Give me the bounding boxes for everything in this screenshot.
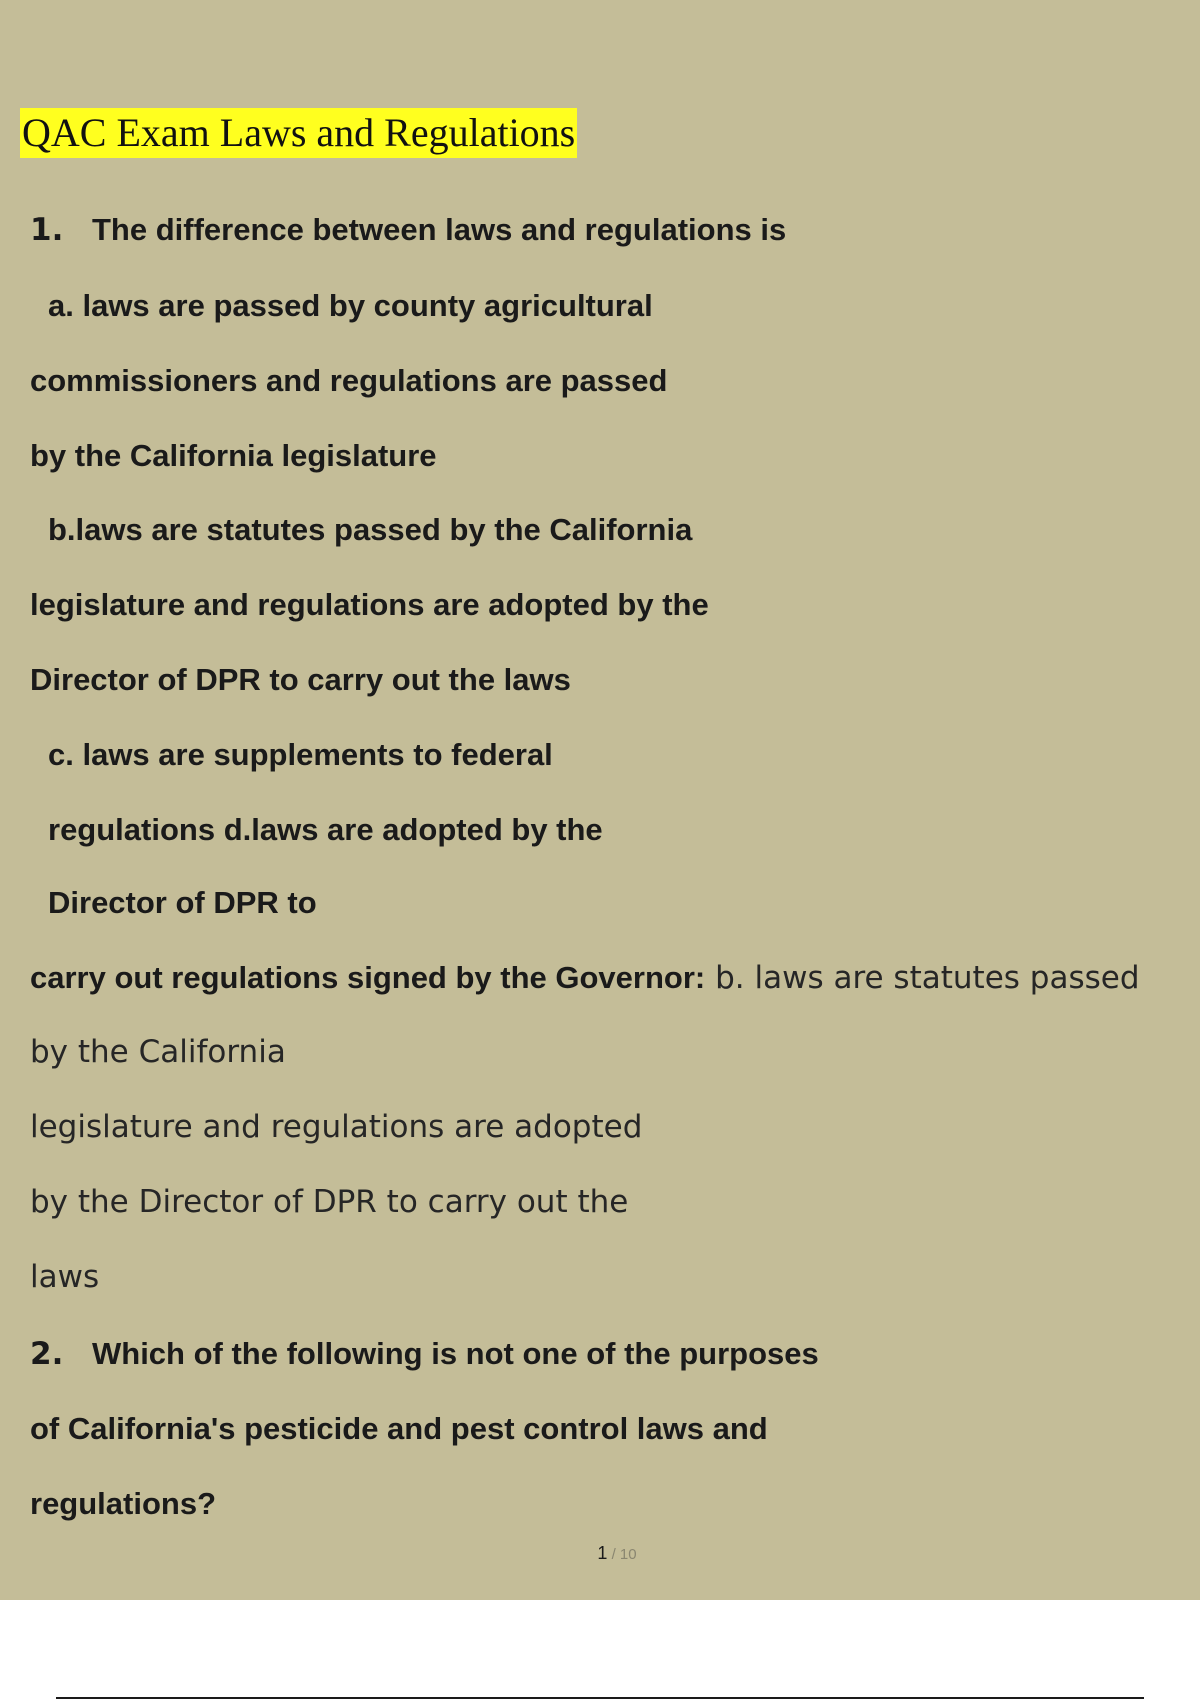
question-2: [30, 1338, 819, 1370]
question-text: The difference between laws and regulations is: [92, 212, 787, 247]
option-d-line-2: Director of DPR to: [48, 885, 317, 920]
document-title: QAC Exam Laws and Regulations: [20, 108, 577, 158]
question-1: [30, 214, 786, 246]
option-b-line-1: b.laws are statutes passed by the California: [48, 512, 693, 547]
page-total: / 10: [607, 1546, 637, 1563]
question-2-line-2: of California's pesticide and pest control laws and: [30, 1411, 768, 1446]
option-b-line-2: legislature and regulations are adopted by the: [30, 587, 709, 622]
question-number: 2.: [30, 1336, 64, 1372]
question-number: 1.: [30, 212, 64, 248]
option-c-line-2: regulations d.laws are adopted by the: [48, 812, 603, 847]
answer-text: b. laws are statutes passed: [705, 960, 1140, 996]
option-b-line-3: Director of DPR to carry out the laws: [30, 662, 571, 697]
next-page-divider: [56, 1697, 1144, 1699]
answer-line: [30, 962, 1140, 994]
question-2-line-3: regulations?: [30, 1486, 217, 1521]
answer-line-3: legislature and regulations are adopted: [30, 1109, 643, 1145]
page-current: 1: [597, 1543, 608, 1563]
option-a-line-3: by the California legislature: [30, 438, 437, 473]
option-d-line-3: carry out regulations signed by the Governor:: [30, 960, 706, 995]
answer-line-5: laws: [30, 1259, 100, 1295]
answer-line-2: by the California: [30, 1034, 286, 1070]
question-text: Which of the following is not one of the purposes: [92, 1336, 819, 1371]
answer-line-4: by the Director of DPR to carry out the: [30, 1184, 629, 1220]
option-a-line-1: a. laws are passed by county agricultural: [48, 288, 653, 323]
option-c-line-1: c. laws are supplements to federal: [48, 737, 553, 772]
page-number: [0, 1543, 1200, 1564]
option-a-line-2: commissioners and regulations are passed: [30, 363, 668, 398]
